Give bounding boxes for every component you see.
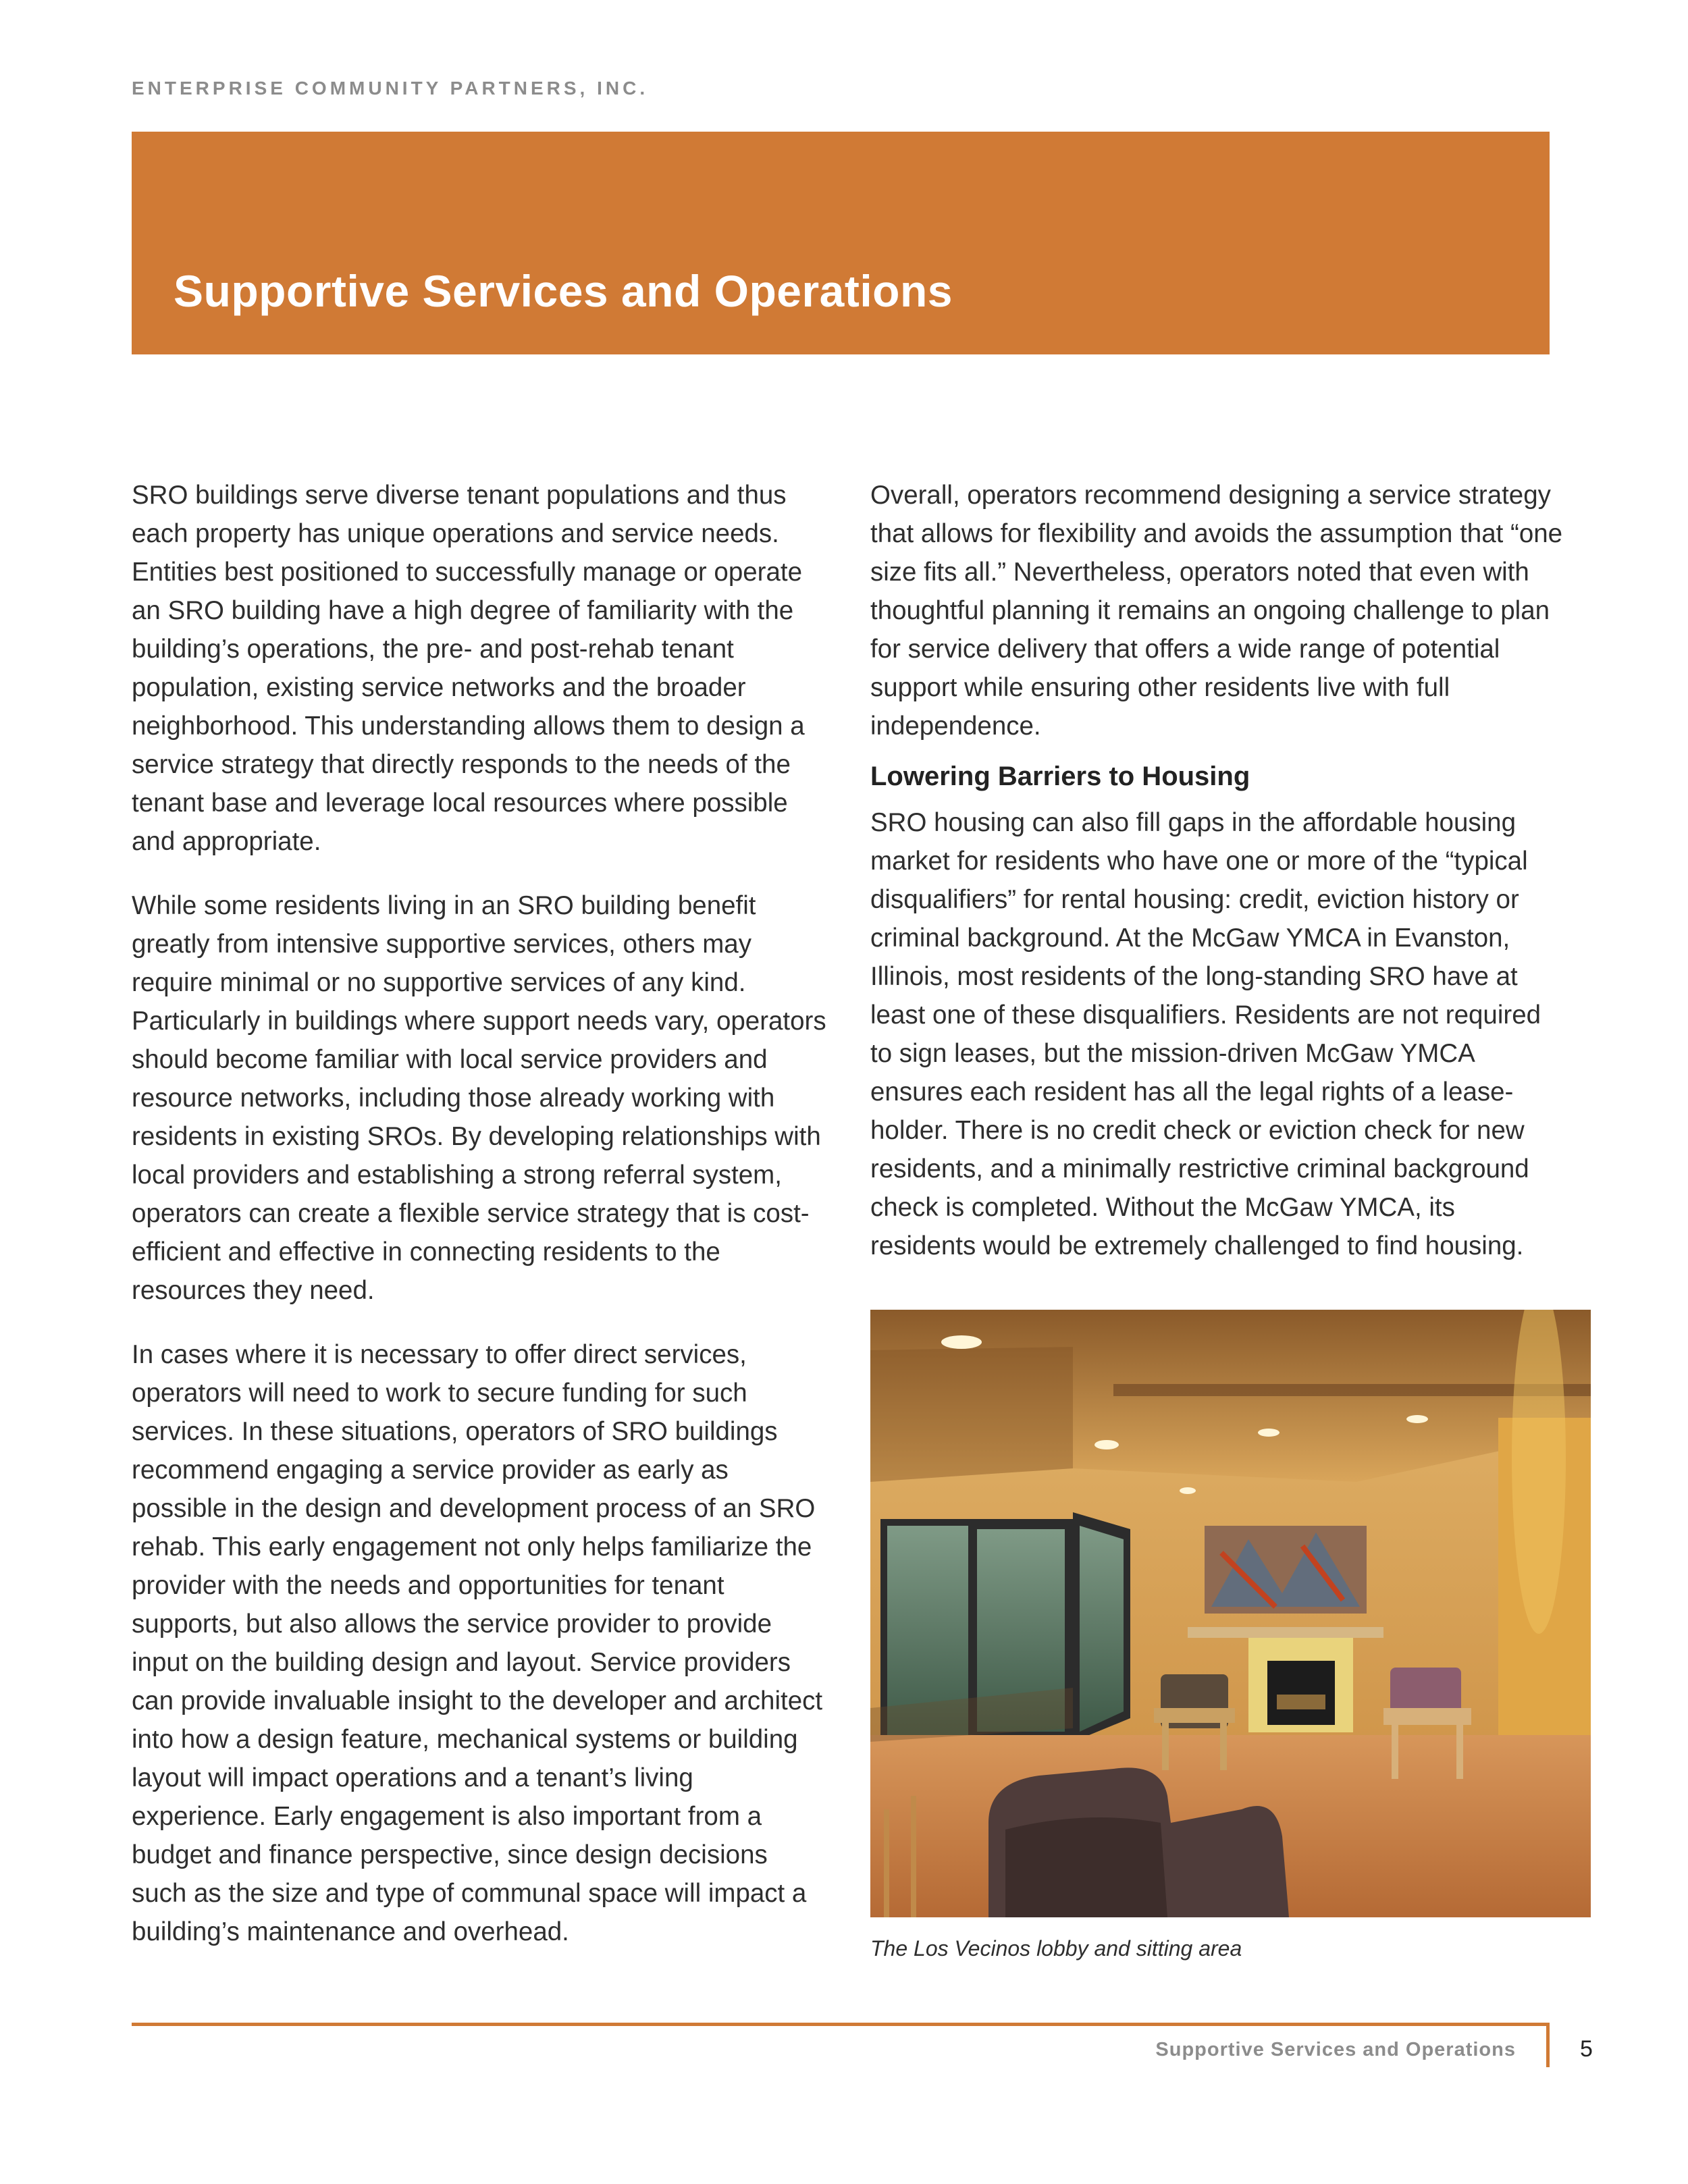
lobby-photo [870,1310,1591,1917]
page-number: 5 [1580,2036,1593,2062]
body-paragraph: While some residents living in an SRO building benefit greatly from intensive supportive services, others may require minimal or no supportive services of any kind. Particularly in buildings where support needs vary, operators should become familiar with local service providers and resource networks, including those already working with residents in existing SROs. By developing relationships with local providers and establishing a strong referral system, operators can create a flexible service strategy that is cost-efficient and effective in connecting residents to the resources they need. [132,891,826,1305]
left-column [132,476,827,1977]
section-title: Supportive Services and Operations [174,266,953,316]
footer-divider-tick [1546,2023,1550,2067]
subheading: Lowering Barriers to Housing [870,762,1250,791]
section-title-band [132,132,1550,354]
body-paragraph: In cases where it is necessary to offer direct services, operators will need to work to secure funding for such services. In these situations, operators of SRO buildings recommend engaging a service provider as early as possible in the design and development process of an SRO rehab. This early engagement not only helps familiarize the provider with the needs and opportunities for tenant supports, but also allows the service provider to provide input on the building design and layout. Service providers can provide invaluable insight to the developer and architect into how a design feature, mechanical systems or building layout will impact operations and a tenant’s living experience. Early engagement is also important from a budget and finance perspective, since design decisions such as the size and type of communal space will impact a building’s maintenance and overhead. [132,1340,823,1946]
body-paragraph: SRO buildings serve diverse tenant populations and thus each property has unique operations and service needs. Entities best positioned to successfully manage or operate an SRO building have a high degree of familiarity with the building’s operations, the pre- and post-rehab tenant population, existing service networks and the broader neighborhood. This understanding allows them to design a service strategy that directly responds to the needs of the tenant base and leverage local resources where possible and appropriate. [132,481,805,856]
footer-section-label: Supportive Services and Operations [1155,2039,1516,2060]
right-column [870,476,1566,1291]
photo-caption: The Los Vecinos lobby and sitting area [870,1936,1242,1961]
body-paragraph: Overall, operators recommend designing a service strategy that allows for flexibility and avoids the assumption that “one size fits all.” Nevertheless, operators noted that even with thoughtful planning it remains an ongoing challenge to plan for service delivery that offers a wide range of potential support while ensuring other residents live with full independence. [870,481,1563,741]
footer-divider [132,2023,1550,2026]
body-paragraph: SRO housing can also fill gaps in the affordable housing market for residents who have one or more of the “typical disqualifiers” for rental housing: credit, eviction history or criminal background. At the McGaw YMCA in Evanston, Illinois, most residents of the long-standing SRO have at least one of these disqualifiers. Residents are not required to sign leases, but the mission-driven McGaw YMCA ensures each resident has all the legal rights of a lease-holder. There is no credit check or eviction check for new residents, and a minimally restrictive criminal background check is completed. Without the McGaw YMCA, its residents would be extremely challenged to find housing. [870,808,1541,1260]
lobby-illustration [870,1310,1591,1917]
organization-header: ENTERPRISE COMMUNITY PARTNERS, INC. [132,78,649,99]
